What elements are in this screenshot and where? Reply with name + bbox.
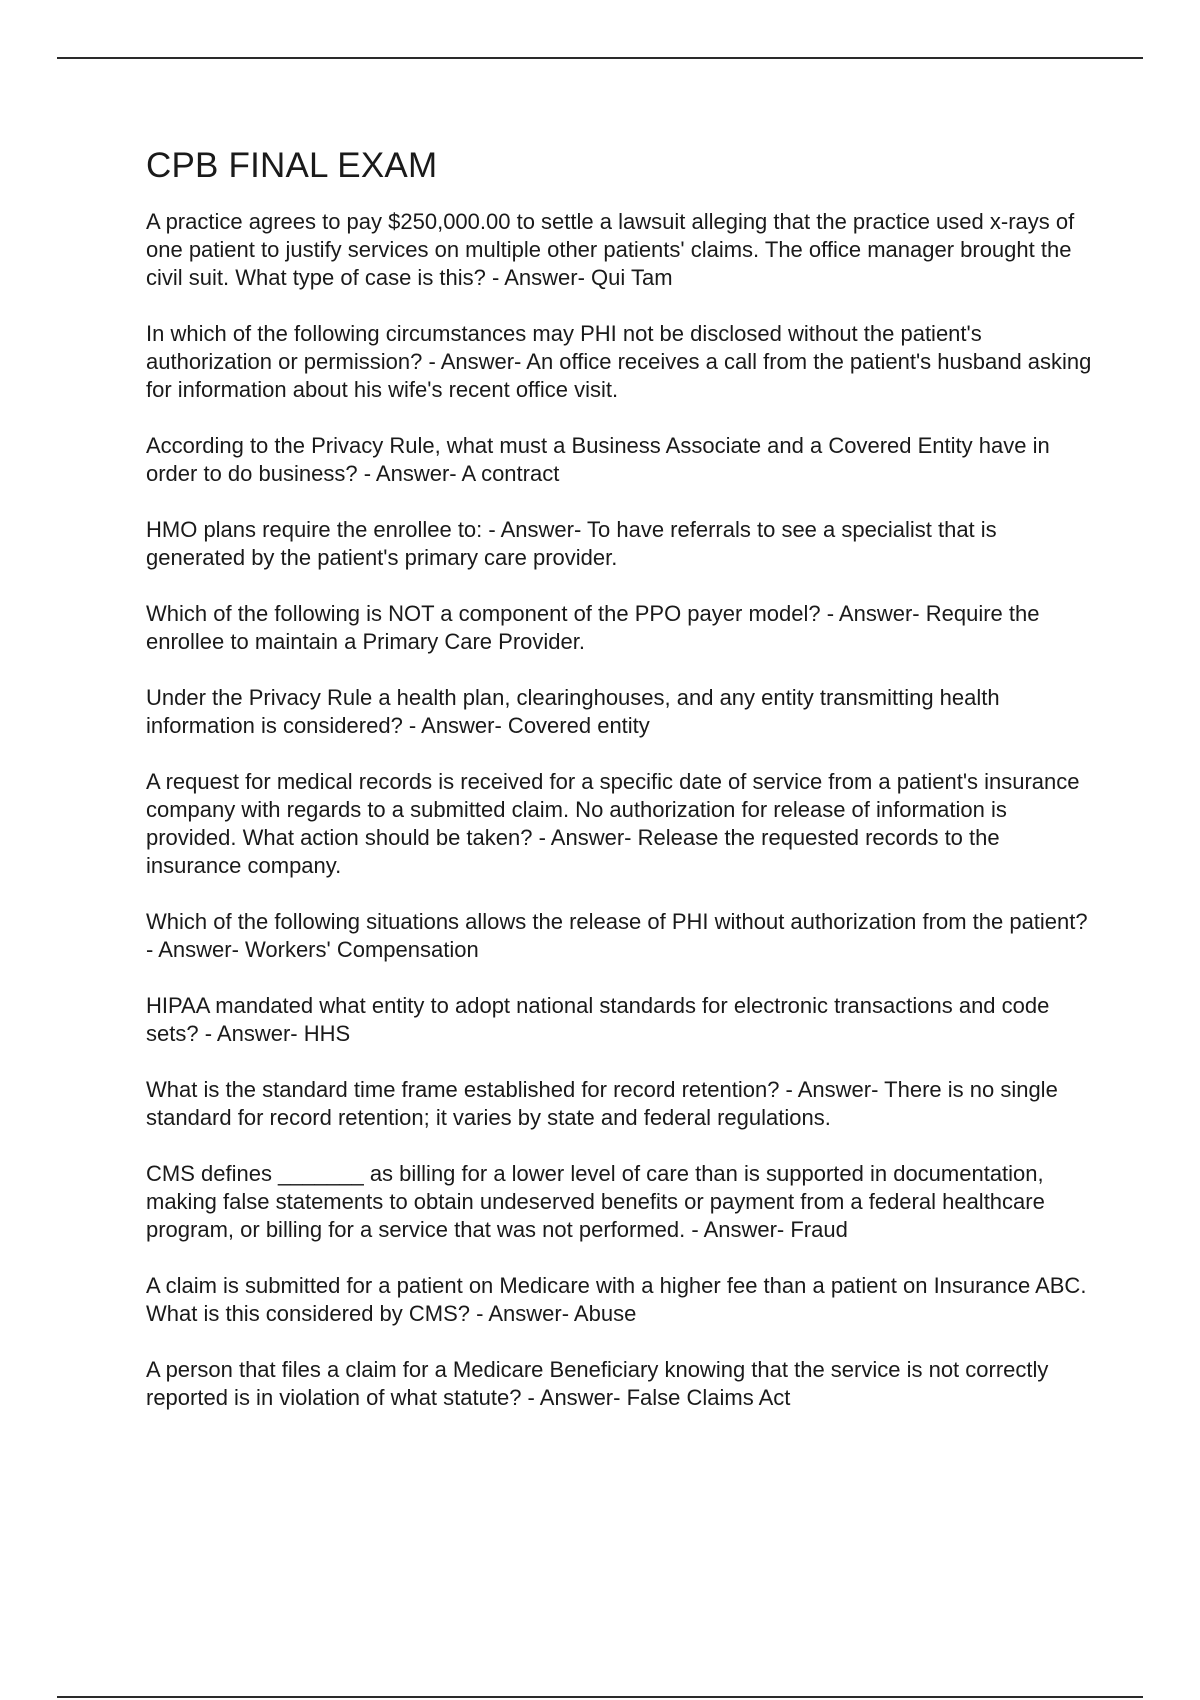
question-answer-item: HIPAA mandated what entity to adopt national standards for electronic transactions and code sets? - Answer- HHS (146, 993, 1050, 1046)
question-answer-item: HMO plans require the enrollee to: - Answer- To have referrals to see a specialist that is generated by the patient's primary care provider. (146, 517, 997, 570)
question-answer-item: CMS defines _______ as billing for a lower level of care than is supported in documentation, making false statements to obtain undeserved benefits or payment from a federal healthcare program, or billing for a service that was not performed. - Answer- Fraud (146, 1161, 1045, 1242)
question-answer-item: What is the standard time frame established for record retention? - Answer- There is no single standard for record retention; it varies by state and federal regulations. (146, 1077, 1058, 1130)
document-body (146, 136, 1096, 1440)
question-answer-item: In which of the following circumstances may PHI not be disclosed without the patient's authorization or permission? - Answer- An office receives a call from the patient's husband asking for information about his wife's recent office visit. (146, 321, 1092, 402)
document-title: CPB FINAL EXAM (146, 146, 438, 185)
top-rule (57, 57, 1143, 59)
question-answer-list (146, 208, 1096, 1412)
question-answer-item: A person that files a claim for a Medicare Beneficiary knowing that the service is not correctly reported is in violation of what statute? - Answer- False Claims Act (146, 1357, 1049, 1410)
question-answer-item: Under the Privacy Rule a health plan, clearinghouses, and any entity transmitting health information is considered? - Answer- Covered entity (146, 685, 1000, 738)
question-answer-item: A practice agrees to pay $250,000.00 to settle a lawsuit alleging that the practice used x-rays of one patient to justify services on multiple other patients' claims. The office manager brought the civil suit. What type of case is this? - Answer- Qui Tam (146, 209, 1075, 290)
bottom-rule (57, 1696, 1143, 1698)
question-answer-item: Which of the following is NOT a component of the PPO payer model? - Answer- Require the enrollee to maintain a Primary Care Provider. (146, 601, 1040, 654)
question-answer-item: A request for medical records is received for a specific date of service from a patient's insurance company with regards to a submitted claim. No authorization for release of information is provided. What action should be taken? - Answer- Release the requested records to the insurance company. (146, 769, 1080, 878)
question-answer-item: Which of the following situations allows the release of PHI without authorization from the patient? - Answer- Workers' Compensation (146, 909, 1088, 962)
question-answer-item: According to the Privacy Rule, what must a Business Associate and a Covered Entity have in order to do business? - Answer- A contract (146, 433, 1050, 486)
question-answer-item: A claim is submitted for a patient on Medicare with a higher fee than a patient on Insurance ABC. What is this considered by CMS? - Answer- Abuse (146, 1273, 1087, 1326)
